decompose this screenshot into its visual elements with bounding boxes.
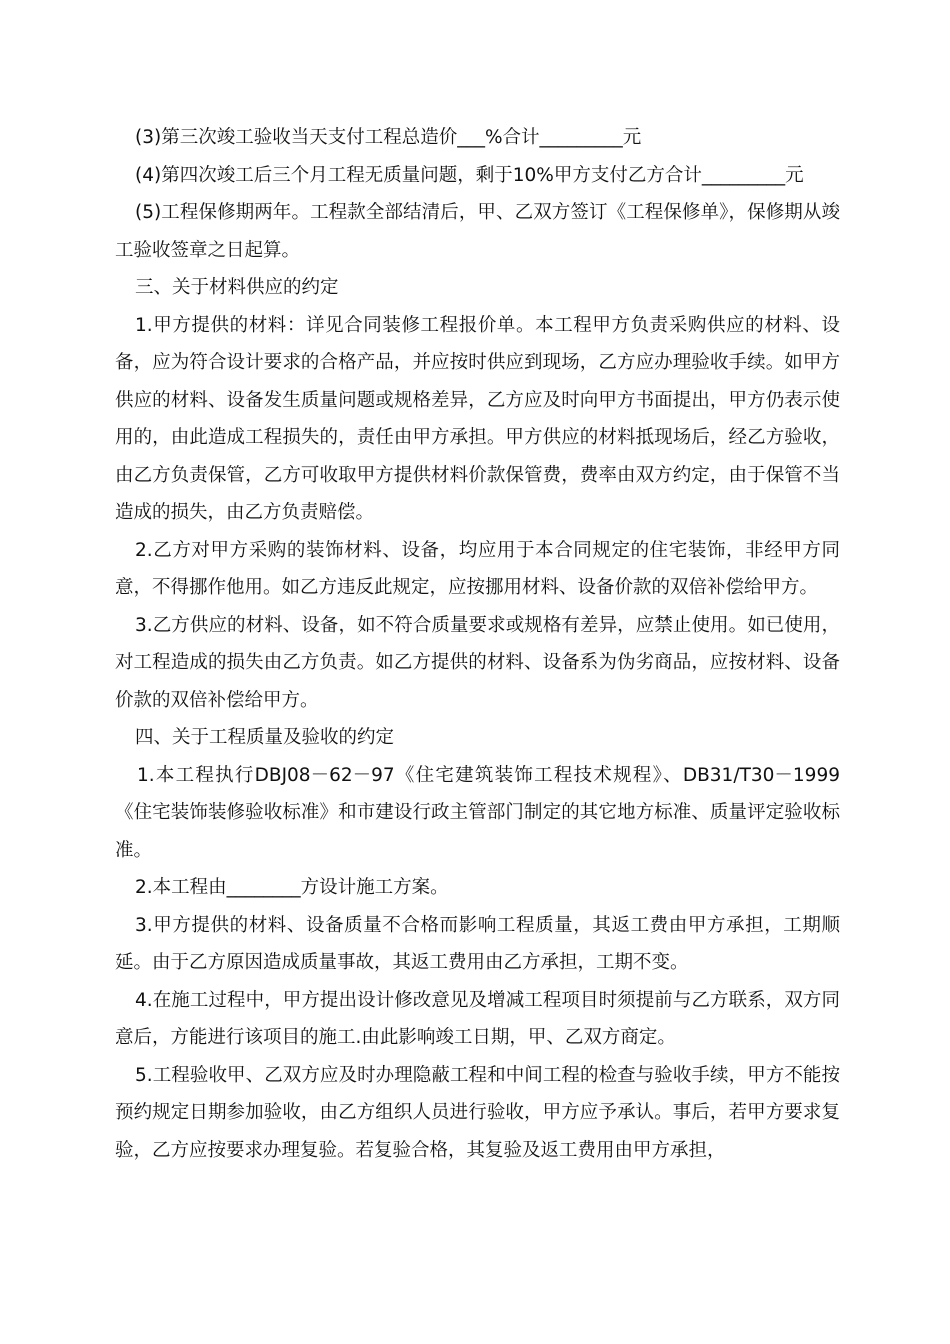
section-heading-quality: 四、关于工程质量及验收的约定 <box>135 727 395 748</box>
materials-clause-2: 2.乙方对甲方采购的装饰材料、设备，均应用于本合同规定的住宅装饰，非经甲方同意，不得挪作他用。如乙方违反此规定，应按挪用材料、设备价款的双倍补偿给甲方。 <box>115 539 840 598</box>
materials-clause-1: 1.甲方提供的材料：详见合同装修工程报价单。本工程甲方负责采购供应的材料、设备，应为符合设计要求的合格产品，并应按时供应到现场，乙方应办理验收手续。如甲方供应的材料、设备发生质量问题或规格差异，乙方应及时向甲方书面提出，甲方仍表示使用的，由此造成工程损失的，责任由甲方承担。甲方供应的材料抵现场后，经乙方验收，由乙方负责保管，乙方可收取甲方提供材料价款保管费，费率由双方约定，由于保管不当造成的损失，由乙方负责赔偿。 <box>115 314 840 523</box>
document-page <box>115 119 840 1169</box>
quality-clause-2: 2.本工程由________方设计施工方案。 <box>135 877 449 898</box>
payment-clause-3: (3)第三次竣工验收当天支付工程总造价___%合计_________元 <box>135 127 642 148</box>
payment-clause-4: (4)第四次竣工后三个月工程无质量问题，剩于10%甲方支付乙方合计_________元 <box>135 164 804 186</box>
materials-clause-3: 3.乙方供应的材料、设备，如不符合质量要求或规格有差异，应禁止使用。如已使用，对工程造成的损失由乙方负责。如乙方提供的材料、设备系为伪劣商品，应按材料、设备价款的双倍补偿给甲方。 <box>115 614 840 711</box>
quality-clause-1: 1.本工程执行DBJ08－62－97《住宅建筑装饰工程技术规程》、DB31/T30－1999《住宅装饰装修验收标准》和市建设行政主管部门制定的其它地方标准、质量评定验收标准。 <box>115 764 840 861</box>
quality-clause-5: 5.工程验收甲、乙双方应及时办理隐蔽工程和中间工程的检查与验收手续，甲方不能按预约规定日期参加验收，由乙方组织人员进行验收，甲方应予承认。事后，若甲方要求复验，乙方应按要求办理复验。若复验合格，其复验及返工费用由甲方承担， <box>115 1064 840 1161</box>
warranty-clause-5: (5)工程保修期两年。工程款全部结清后，甲、乙双方签订《工程保修单》，保修期从竣工验收签章之日起算。 <box>115 202 840 261</box>
section-heading-materials: 三、关于材料供应的约定 <box>135 277 339 298</box>
quality-clause-4: 4.在施工过程中，甲方提出设计修改意见及增减工程项目时须提前与乙方联系，双方同意后，方能进行该项目的施工.由此影响竣工日期，甲、乙双方商定。 <box>115 989 840 1048</box>
quality-clause-3: 3.甲方提供的材料、设备质量不合格而影响工程质量，其返工费由甲方承担，工期顺延。由于乙方原因造成质量事故，其返工费用由乙方承担，工期不变。 <box>115 914 840 973</box>
